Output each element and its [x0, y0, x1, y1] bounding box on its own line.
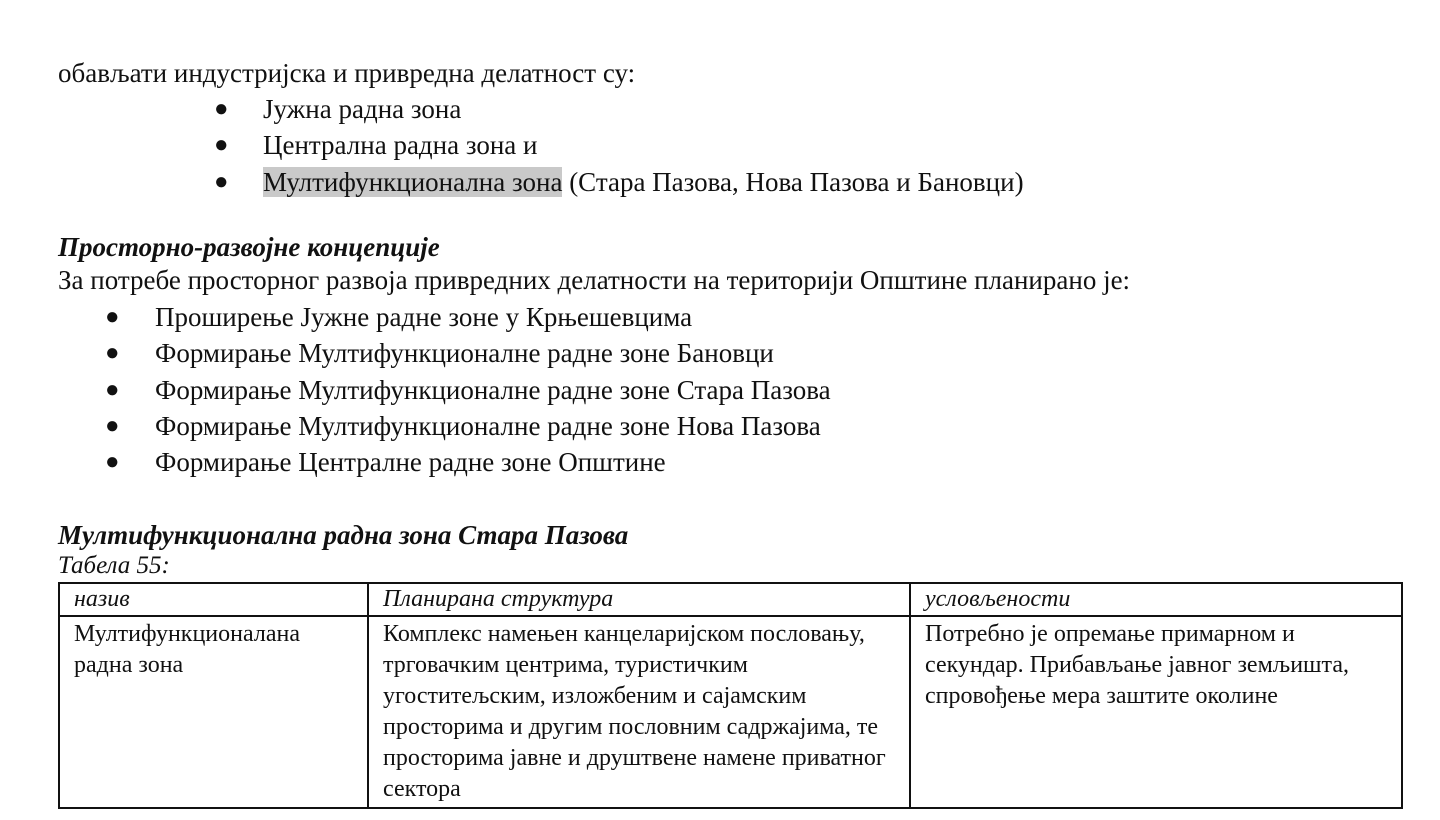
list-item: Формирање Мултифункционалне радне зоне Стара Пазова	[155, 375, 831, 405]
bullet: ●	[214, 169, 229, 195]
bullet: ●	[105, 377, 120, 403]
highlighted-text: Мултифункционална зона	[263, 167, 563, 197]
list-item: Формирање Мултифункционалне радне зоне Бановци	[155, 338, 774, 368]
table-caption: Табела 55:	[58, 552, 170, 579]
table-cell: Мултифункционалана радна зона	[59, 616, 368, 808]
list-item: Формирање Централне радне зоне Општине	[155, 447, 666, 477]
table-header-row	[59, 583, 1402, 616]
bullet: ●	[105, 449, 120, 475]
table-cell: Потребно је опремање примарном и секундар. Прибављање јавног земљишта, спровођење мера заштите околине	[910, 616, 1402, 808]
column-header: Планирана структура	[368, 583, 910, 616]
list-item: Формирање Мултифункционалне радне зоне Нова Пазова	[155, 411, 821, 441]
table-cell: Комплекс намењен канцеларијском пословању, трговачким центрима, туристичким угоститељским, изложбеним и сајамским просторима и другим пословним садржајима, те просторима јавне и друштвене намене приватног сектора	[368, 616, 910, 808]
bullet: ●	[105, 304, 120, 330]
zone-table	[58, 582, 1403, 809]
table-row	[59, 616, 1402, 808]
list-item: Јужна радна зона	[263, 94, 462, 124]
list-item	[263, 164, 1024, 200]
column-header: назив	[59, 583, 368, 616]
bullet: ●	[105, 340, 120, 366]
list-item: Централна радна зона и	[263, 130, 538, 160]
bullet: ●	[214, 132, 229, 158]
concepts-heading: Просторно-развојне концепције	[58, 232, 440, 262]
list-item-suffix: (Стара Пазова, Нова Пазова и Бановци)	[562, 167, 1024, 197]
zone-heading: Мултифункционална радна зона Стара Пазова	[58, 520, 629, 550]
intro-text: обављати индустријска и привредна делатност су:	[58, 58, 636, 88]
concepts-intro: За потребе просторног развоја привредних делатности на територији Општине планирано је:	[58, 265, 1131, 295]
bullet: ●	[105, 413, 120, 439]
list-item: Проширење Јужне радне зоне у Крњешевцима	[155, 302, 693, 332]
column-header: условљености	[910, 583, 1402, 616]
bullet: ●	[214, 96, 229, 122]
